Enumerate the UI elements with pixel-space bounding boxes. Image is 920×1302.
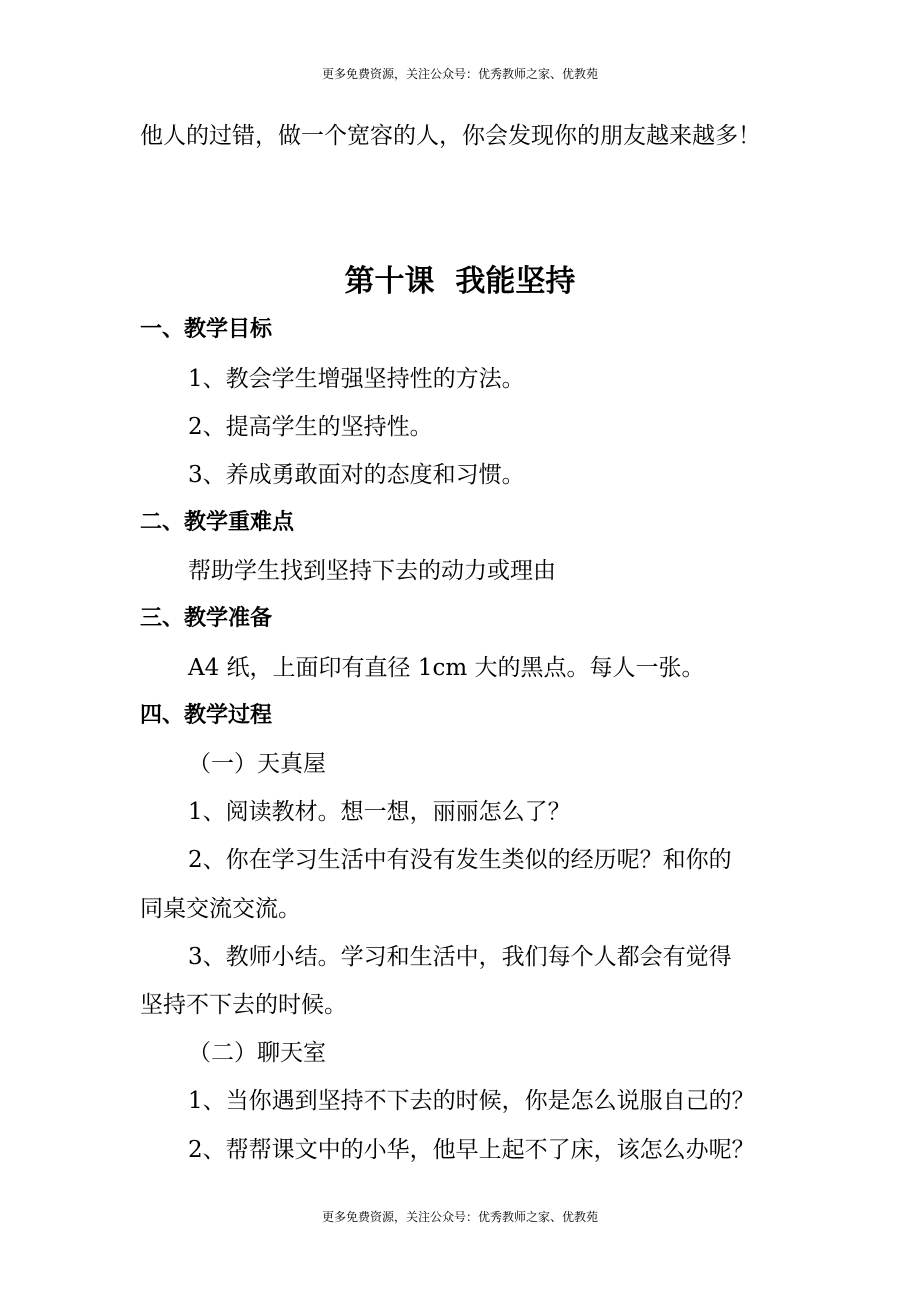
section-heading-process: 四、教学过程 [140, 703, 273, 728]
process-part-1-item-1: 1、阅读教材。想一想，丽丽怎么了？ [188, 799, 571, 825]
process-part-1-item-2-line-1: 2、你在学习生活中有没有发生类似的经历呢？和你的 [188, 847, 732, 873]
process-part-1-item-2-line-2: 同桌交流交流。 [140, 896, 301, 922]
section-heading-key-points: 二、教学重难点 [140, 510, 295, 535]
section-heading-preparation: 三、教学准备 [140, 606, 273, 631]
page-footer: 更多免费资源，关注公众号：优秀教师之家、优教苑 [321, 1210, 598, 1224]
preparation-text: A4 纸，上面印有直径 1cm 大的黑点。每人一张。 [188, 655, 705, 681]
process-part-1-item-3-line-2: 坚持不下去的时候。 [140, 992, 347, 1018]
section-heading-objectives: 一、教学目标 [140, 317, 273, 342]
page-header: 更多免费资源，关注公众号：优秀教师之家、优教苑 [321, 67, 598, 81]
process-part-1-item-3-line-1: 3、教师小结。学习和生活中，我们每个人都会有觉得 [188, 944, 732, 970]
process-part-1-title: （一）天真屋 [188, 751, 326, 777]
lesson-title: 第十课 我能坚持 [344, 264, 576, 299]
objective-item-2: 2、提高学生的坚持性。 [188, 414, 433, 440]
process-part-2-item-1: 1、当你遇到坚持不下去的时候，你是怎么说服自己的？ [188, 1088, 755, 1114]
process-part-2-item-2: 2、帮帮课文中的小华，他早上起不了床，该怎么办呢？ [188, 1137, 755, 1163]
continued-paragraph-line: 他人的过错，做一个宽容的人，你会发现你的朋友越来越多！ [140, 123, 761, 149]
objective-item-1: 1、教会学生增强坚持性的方法。 [188, 366, 525, 392]
key-points-text: 帮助学生找到坚持下去的动力或理由 [188, 558, 556, 584]
objective-item-3: 3、养成勇敢面对的态度和习惯。 [188, 462, 525, 488]
process-part-2-title: （二）聊天室 [188, 1040, 326, 1066]
